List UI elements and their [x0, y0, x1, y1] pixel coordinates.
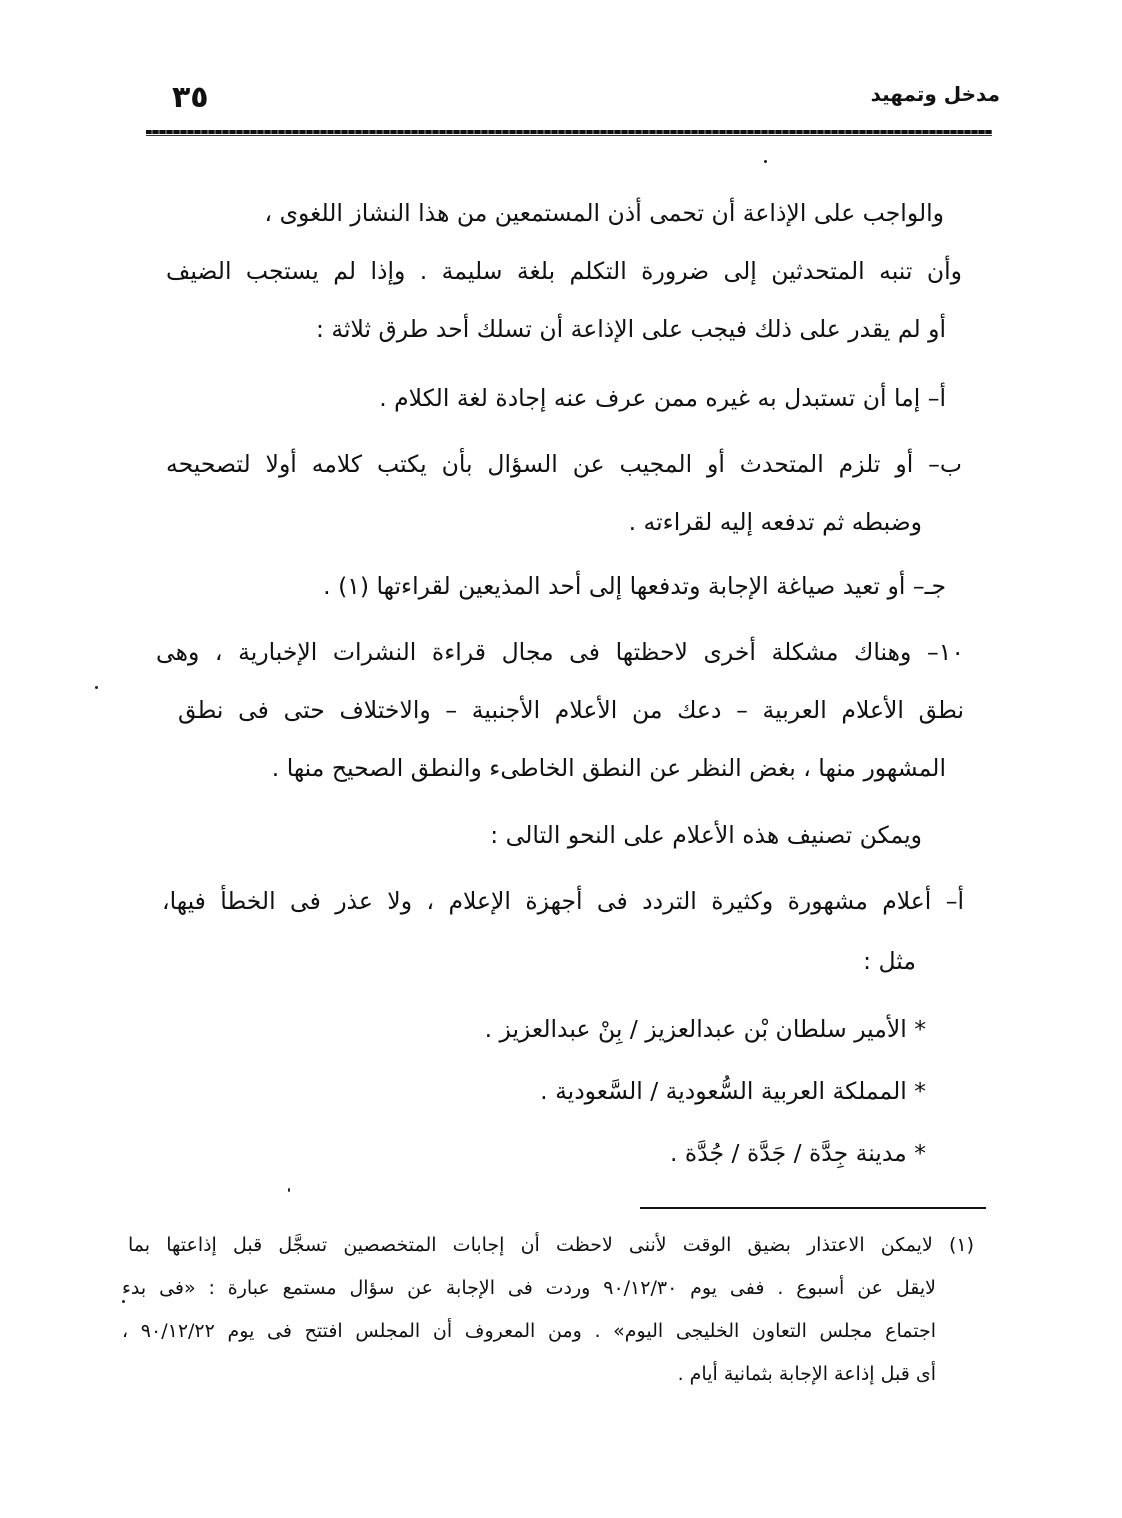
scan-speck [764, 160, 767, 163]
scan-speck [122, 1300, 125, 1303]
body-line: جـ– أو تعيد صياغة الإجابة وتدفعها إلى أحد المذيعين لقراءتها (١) . [323, 572, 946, 600]
body-line: * الأمير سلطان بْن عبدالعزيز / بِنْ عبدالعزيز . [484, 1015, 926, 1043]
body-line: وأن تنبه المتحدثين إلى ضرورة التكلم بلغة سليمة . وإذا لم يستجب الضيف [166, 257, 962, 285]
footnote-line: (١) لايمكن الاعتذار بضيق الوقت لأننى لاحظت أن إجابات المتخصصين تسجَّل قبل إذاعتها بما [128, 1234, 974, 1256]
body-line: ويمكن تصنيف هذه الأعلام على النحو التالى : [490, 821, 922, 849]
page-number: ٣٥ [172, 80, 209, 115]
body-line: المشهور منها ، بغض النظر عن النطق الخاطىء والنطق الصحيح منها . [271, 754, 946, 782]
body-line: مثل : [863, 947, 916, 975]
body-line: أ– إما أن تستبدل به غيره ممن عرف عنه إجادة لغة الكلام . [379, 384, 946, 412]
footnote-line: اجتماع مجلس التعاون الخليجى اليوم» . ومن المعروف أن المجلس افتتح فى يوم ٩٠/١٢/٢٢ ، [122, 1320, 936, 1342]
body-line: ب– أو تلزم المتحدث أو المجيب عن السؤال بأن يكتب كلامه أولا لتصحيحه [166, 450, 962, 478]
footnote-separator [640, 1207, 986, 1209]
scan-speck [95, 686, 98, 689]
body-line: نطق الأعلام العربية – دعك من الأعلام الأجنبية – والاختلاف حتى فى نطق [178, 696, 964, 724]
header-rule [146, 130, 992, 134]
body-line: أو لم يقدر على ذلك فيجب على الإذاعة أن تسلك أحد طرق ثلاثة : [315, 315, 946, 343]
header-rule-lower [146, 135, 992, 136]
footnote-line: أى قبل إذاعة الإجابة بثمانية أيام . [677, 1363, 936, 1385]
body-line: ١٠– وهناك مشكلة أخرى لاحظتها فى مجال قراءة النشرات الإخبارية ، وهى [156, 638, 964, 666]
running-head: مدخل وتمهيد [870, 82, 1000, 106]
footnote-line: لايقل عن أسبوع . ففى يوم ٩٠/١٢/٣٠ وردت فى الإجابة عن سؤال مستمع عبارة : «فى بدء [122, 1277, 936, 1299]
body-line: * مدينة جِدَّة / جَدَّة / جُدَّة . [669, 1139, 926, 1167]
body-line: أ– أعلام مشهورة وكثيرة التردد فى أجهزة الإعلام ، ولا عذر فى الخطأ فيها، [162, 887, 964, 915]
body-line: والواجب على الإذاعة أن تحمى أذن المستمعين من هذا النشاز اللغوى ، [264, 199, 944, 227]
body-line: وضبطه ثم تدفعه إليه لقراءته . [628, 508, 922, 536]
body-line: * المملكة العربية السُّعودية / السَّعودية . [540, 1077, 926, 1105]
scan-speck [288, 1188, 290, 1192]
